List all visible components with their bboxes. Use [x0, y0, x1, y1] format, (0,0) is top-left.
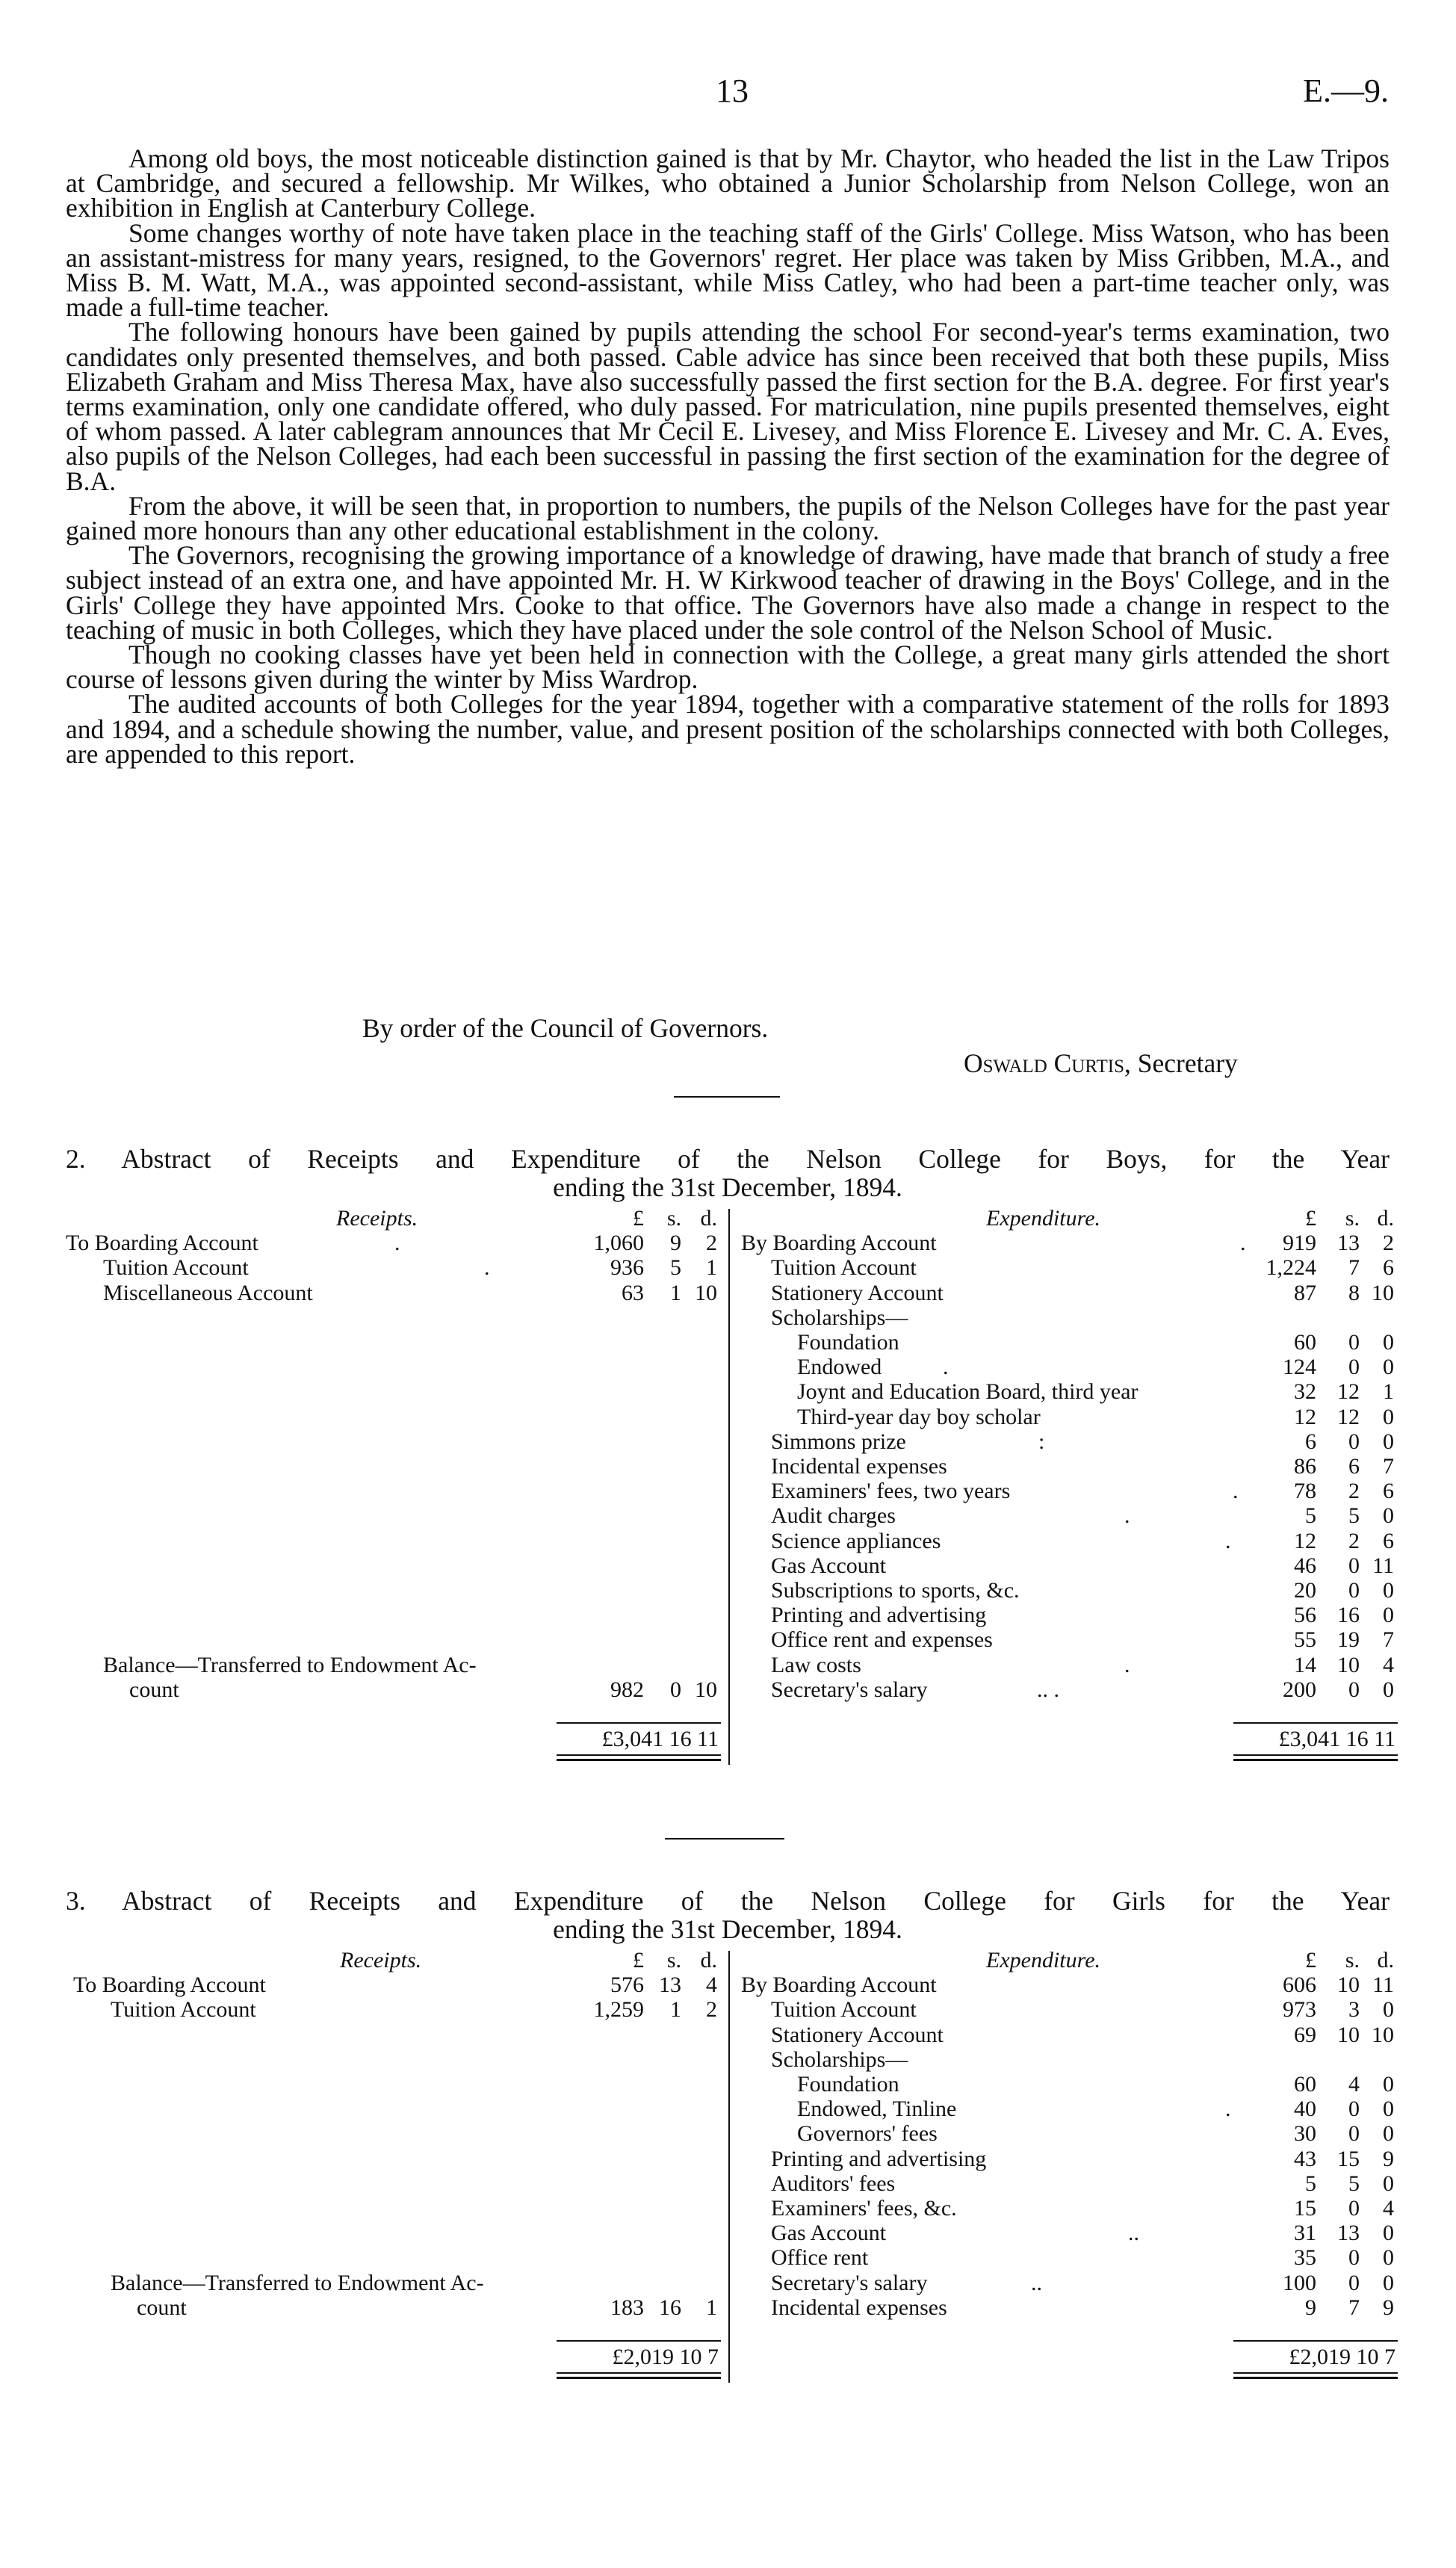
expenditure-amount-l: 56 [1294, 1603, 1316, 1628]
double-rule [557, 1759, 721, 1761]
expenditure-amount-d: 0 [1383, 1997, 1394, 2023]
expenditure-amount-s: 0 [1348, 2270, 1360, 2295]
expenditure-header: Expenditure. [986, 1948, 1101, 1973]
expenditure-amount-d: 0 [1383, 1404, 1394, 1429]
expenditure-amount-d: 0 [1383, 1677, 1394, 1702]
expenditure-amount-d: 6 [1383, 1255, 1394, 1281]
expenditure-label: Office rent [771, 2245, 869, 2271]
expenditure-label: Stationery Account [771, 1280, 944, 1305]
balance-amount-d: 1 [706, 2295, 717, 2320]
expenditure-amount-s: 0 [1348, 1553, 1360, 1578]
balance-label: count [137, 2295, 187, 2320]
expenditure-amount-s: 10 [1337, 2022, 1360, 2047]
leader-dot: . [1225, 1528, 1231, 1553]
expenditure-amount-l: 30 [1294, 2121, 1316, 2147]
expenditure-amount-d: 6 [1383, 1479, 1394, 1504]
expenditure-label: Examiners' fees, two years [771, 1479, 1011, 1504]
receipts-header: Receipts. [336, 1206, 418, 1231]
expenditure-amount-s: 0 [1348, 1578, 1360, 1603]
expenditure-amount-l: 60 [1294, 2072, 1316, 2097]
double-rule [1233, 1759, 1398, 1761]
expenditure-amount-d: 10 [1372, 1280, 1394, 1305]
currency-d-header: d. [1377, 1948, 1394, 1973]
expenditure-amount-l: 124 [1283, 1355, 1316, 1380]
paragraph: Among old boys, the most noticeable distinction gained is that by Mr. Chaytor, who headed the list in the Law Tripos at Cambridge, and secured a fellowship. Mr Wilkes, who obtained a Junior Scholarship from Nelson College, won an exhibition in English at Canterbury College. [66, 143, 1390, 223]
expenditure-label: Foundation [797, 2072, 899, 2097]
expenditure-amount-s: 13 [1337, 2221, 1360, 2246]
expenditure-label: Science appliances [771, 1528, 941, 1553]
expenditure-amount-s: 15 [1337, 2146, 1360, 2171]
expenditure-total: £2,019 10 7 [1289, 2345, 1395, 2370]
leader-dot: . [1225, 2097, 1231, 2122]
expenditure-amount-l: 43 [1294, 2146, 1316, 2171]
leader-dot: .. . [1037, 1677, 1059, 1702]
leader-dot: : [1038, 1429, 1045, 1454]
expenditure-label: Joynt and Education Board, third year [797, 1379, 1139, 1405]
receipt-amount-l: 63 [622, 1280, 644, 1305]
expenditure-amount-d: 0 [1383, 1355, 1394, 1380]
leader-dot: . [394, 1231, 400, 1256]
expenditure-amount-s: 13 [1337, 1231, 1360, 1256]
expenditure-amount-l: 60 [1294, 1330, 1316, 1355]
expenditure-amount-s: 12 [1337, 1379, 1360, 1405]
double-rule [1233, 2372, 1398, 2374]
balance-amount-l: 982 [610, 1677, 644, 1702]
expenditure-amount-l: 5 [1305, 1503, 1316, 1529]
expenditure-amount-s: 2 [1348, 1479, 1360, 1504]
expenditure-amount-l: 12 [1294, 1404, 1316, 1429]
expenditure-amount-d: 0 [1383, 2245, 1394, 2271]
expenditure-amount-l: 14 [1294, 1652, 1316, 1677]
receipt-amount-s: 1 [670, 1280, 681, 1305]
double-rule [1233, 2377, 1398, 2379]
expenditure-amount-d: 7 [1383, 1454, 1394, 1479]
expenditure-amount-s: 4 [1348, 2072, 1360, 2097]
girls-abstract-subtitle: ending the 31st December, 1894. [553, 1914, 902, 1944]
expenditure-amount-s: 10 [1337, 1973, 1360, 1998]
expenditure-label: Scholarships— [771, 1305, 908, 1330]
leader-dot: .. [1128, 2221, 1139, 2246]
expenditure-amount-l: 40 [1294, 2097, 1316, 2122]
paragraph: The audited accounts of both Colleges for the year 1894, together with a comparative statement of the rolls for 1893 and 1894, and a schedule showing the number, value, and present position of the scholarships connected with both Colleges, are appended to this report. [66, 689, 1390, 769]
expenditure-label: Law costs [771, 1652, 861, 1677]
expenditure-amount-s: 0 [1348, 1677, 1360, 1702]
currency-s-header: s. [1345, 1206, 1360, 1231]
expenditure-amount-s: 16 [1337, 1603, 1360, 1628]
expenditure-amount-d: 0 [1383, 2072, 1394, 2097]
expenditure-amount-l: 6 [1305, 1429, 1316, 1454]
expenditure-label: By Boarding Account [741, 1231, 937, 1256]
expenditure-label: Endowed [797, 1355, 882, 1380]
currency-l-header: £ [633, 1948, 644, 1973]
section-divider [665, 1838, 784, 1840]
expenditure-amount-l: 78 [1294, 1479, 1316, 1504]
expenditure-amount-s: 0 [1348, 1429, 1360, 1454]
total-rule [557, 1722, 721, 1724]
leader-dot: . [943, 1355, 949, 1380]
leader-dot: . [1233, 1479, 1239, 1504]
expenditure-amount-d: 0 [1383, 2221, 1394, 2246]
balance-amount-l: 183 [610, 2295, 644, 2320]
total-rule [557, 2340, 721, 2342]
receipts-total: £2,019 10 7 [612, 2345, 719, 2370]
expenditure-amount-s: 10 [1337, 1652, 1360, 1677]
expenditure-amount-l: 200 [1283, 1677, 1316, 1702]
expenditure-amount-d: 10 [1372, 2022, 1394, 2047]
expenditure-label: Tuition Account [771, 1997, 917, 2023]
double-rule [557, 2372, 721, 2374]
secretary-name: Oswald Curtis [964, 1048, 1125, 1078]
receipt-amount-s: 1 [670, 1997, 681, 2023]
receipt-amount-l: 936 [610, 1255, 644, 1281]
expenditure-amount-l: 9 [1305, 2295, 1316, 2320]
currency-s-header: s. [666, 1948, 681, 1973]
expenditure-label: Simmons prize [771, 1429, 906, 1454]
expenditure-label: Incidental expenses [771, 1454, 947, 1479]
expenditure-label: Secretary's salary [771, 1677, 928, 1702]
balance-label: Balance—Transferred to Endowment Ac- [103, 1652, 477, 1677]
expenditure-amount-l: 35 [1294, 2245, 1316, 2271]
expenditure-amount-d: 2 [1383, 1231, 1394, 1256]
receipt-label: To Boarding Account [73, 1973, 266, 1998]
paragraph: The following honours have been gained by pupils attending the school For second-year's terms examination, two candidates only presented themselves, and both passed. Cable advice has since been received that both these pupils, Miss Elizabeth Graham and Miss Theresa Max, have also successfully passed the first section for the B.A. degree. For first year's terms examination, only one candidate offered, who duly passed. For matriculation, nine pupils presented themselves, eight of whom passed. A later cablegram announces that Mr Cecil E. Livesey, and Miss Florence E. Livesey and Mr. C. A. Eves, also pupils of the Nelson Colleges, had each been successful in passing the first section of the examination for the degree of B.A. [66, 317, 1390, 496]
expenditure-amount-s: 0 [1348, 2121, 1360, 2147]
currency-d-header: d. [1377, 1206, 1394, 1231]
balance-label: count [129, 1677, 179, 1702]
balance-label: Balance—Transferred to Endowment Ac- [111, 2270, 484, 2295]
total-rule [1233, 2340, 1398, 2342]
column-divider [728, 1951, 730, 2383]
expenditure-amount-l: 5 [1305, 2171, 1316, 2196]
signoff-signature [964, 1048, 1238, 1079]
expenditure-amount-d: 11 [1372, 1973, 1394, 1998]
signoff-order: By order of the Council of Governors. [362, 1013, 769, 1043]
double-rule [557, 1754, 721, 1756]
currency-l-header: £ [633, 1206, 644, 1231]
expenditure-amount-d: 11 [1372, 1553, 1394, 1578]
expenditure-amount-s: 7 [1348, 2295, 1360, 2320]
leader-dot: . [1124, 1652, 1130, 1677]
expenditure-amount-d: 4 [1383, 2196, 1394, 2221]
expenditure-amount-l: 973 [1283, 1997, 1316, 2023]
expenditure-header: Expenditure. [986, 1206, 1101, 1231]
expenditure-label: Office rent and expenses [771, 1627, 993, 1653]
double-rule [1233, 1754, 1398, 1756]
balance-amount-d: 10 [695, 1677, 717, 1702]
currency-d-header: d. [700, 1206, 717, 1231]
section-divider [674, 1096, 780, 1098]
expenditure-label: Gas Account [771, 1553, 887, 1578]
boys-abstract-title: 2. Abstract of Receipts and Expenditure of the Nelson College for Boys, for the Year [66, 1144, 1390, 1174]
expenditure-amount-s: 19 [1337, 1627, 1360, 1653]
receipt-amount-s: 13 [659, 1973, 681, 1998]
expenditure-amount-d: 0 [1383, 2097, 1394, 2122]
receipt-amount-d: 2 [706, 1231, 717, 1256]
receipts-header: Receipts. [340, 1948, 422, 1973]
paragraph: Though no cooking classes have yet been held in connection with the College, a great many girls attended the short course of lessons given during the winter by Miss Wardrop. [66, 640, 1390, 695]
leader-dot: .. [1031, 2270, 1042, 2295]
expenditure-label: Subscriptions to sports, &c. [771, 1578, 1020, 1603]
expenditure-amount-l: 919 [1283, 1231, 1316, 1256]
expenditure-amount-l: 69 [1294, 2022, 1316, 2047]
expenditure-label: Secretary's salary [771, 2270, 928, 2295]
expenditure-amount-s: 0 [1348, 2245, 1360, 2271]
expenditure-amount-l: 606 [1283, 1973, 1316, 1998]
expenditure-amount-d: 4 [1383, 1652, 1394, 1677]
expenditure-amount-d: 9 [1383, 2146, 1394, 2171]
currency-l-header: £ [1305, 1206, 1316, 1231]
expenditure-amount-d: 0 [1383, 1503, 1394, 1529]
expenditure-amount-s: 0 [1348, 2196, 1360, 2221]
receipt-label: Tuition Account [103, 1255, 249, 1281]
girls-abstract-title: 3. Abstract of Receipts and Expenditure of the Nelson College for Girls for the Year [66, 1886, 1390, 1916]
currency-s-header: s. [1345, 1948, 1360, 1973]
expenditure-total: £3,041 16 11 [1278, 1727, 1395, 1752]
expenditure-label: Examiners' fees, &c. [771, 2196, 957, 2221]
expenditure-amount-s: 0 [1348, 1330, 1360, 1355]
expenditure-label: Gas Account [771, 2221, 887, 2246]
expenditure-label: Endowed, Tinline [797, 2097, 957, 2122]
expenditure-amount-d: 7 [1383, 1627, 1394, 1653]
receipt-amount-d: 10 [695, 1280, 717, 1305]
receipt-amount-s: 5 [670, 1255, 681, 1281]
expenditure-amount-d: 0 [1383, 1603, 1394, 1628]
expenditure-amount-d: 6 [1383, 1528, 1394, 1553]
paragraph: Some changes worthy of note have taken place in the teaching staff of the Girls' College. Miss Watson, who has been an assistant-mistress for many years, resigned, to the Governors' regret. Her place was taken by Miss Gribben, M.A., and Miss B. M. Watt, M.A., was appointed second-assistant, while Miss Catley, who had been a part-time teacher only, was made a full-time teacher. [66, 217, 1390, 323]
expenditure-amount-l: 100 [1283, 2270, 1316, 2295]
leader-dot: . [1240, 1231, 1246, 1256]
boys-abstract-subtitle: ending the 31st December, 1894. [553, 1172, 902, 1202]
expenditure-label: By Boarding Account [741, 1973, 937, 1998]
double-rule [557, 2377, 721, 2379]
expenditure-amount-l: 32 [1294, 1379, 1316, 1405]
expenditure-label: Governors' fees [797, 2121, 938, 2147]
expenditure-amount-s: 5 [1348, 2171, 1360, 2196]
leader-dot: . [484, 1255, 490, 1281]
balance-amount-s: 0 [670, 1677, 681, 1702]
report-body [66, 143, 1390, 769]
expenditure-amount-s: 0 [1348, 1355, 1360, 1380]
expenditure-amount-l: 1,224 [1266, 1255, 1316, 1281]
expenditure-amount-s: 8 [1348, 1280, 1360, 1305]
currency-l-header: £ [1305, 1948, 1316, 1973]
expenditure-amount-l: 55 [1294, 1627, 1316, 1653]
expenditure-amount-s: 0 [1348, 2097, 1360, 2122]
receipt-label: To Boarding Account [66, 1231, 258, 1256]
expenditure-label: Foundation [797, 1330, 899, 1355]
expenditure-amount-d: 0 [1383, 1330, 1394, 1355]
expenditure-amount-d: 0 [1383, 2270, 1394, 2295]
expenditure-amount-d: 1 [1383, 1379, 1394, 1405]
expenditure-label: Incidental expenses [771, 2295, 947, 2320]
currency-s-header: s. [666, 1206, 681, 1231]
receipt-amount-d: 4 [706, 1973, 717, 1998]
expenditure-amount-s: 7 [1348, 1255, 1360, 1281]
expenditure-amount-d: 0 [1383, 1578, 1394, 1603]
receipt-amount-l: 576 [610, 1973, 644, 1998]
expenditure-amount-l: 87 [1294, 1280, 1316, 1305]
expenditure-amount-d: 0 [1383, 2171, 1394, 2196]
expenditure-amount-l: 46 [1294, 1553, 1316, 1578]
expenditure-label: Third-year day boy scholar [797, 1404, 1041, 1429]
expenditure-amount-l: 86 [1294, 1454, 1316, 1479]
leader-dot: . [1124, 1503, 1130, 1529]
expenditure-amount-d: 9 [1383, 2295, 1394, 2320]
expenditure-label: Audit charges [771, 1503, 896, 1529]
expenditure-amount-l: 31 [1294, 2221, 1316, 2246]
paragraph: From the above, it will be seen that, in proportion to numbers, the pupils of the Nelson Colleges have for the past year gained more honours than any other educational establishment in the colony. [66, 490, 1390, 546]
page-reference: E.—9. [1303, 72, 1389, 109]
secretary-role: , Secretary [1124, 1048, 1238, 1078]
expenditure-amount-l: 20 [1294, 1578, 1316, 1603]
expenditure-label: Stationery Account [771, 2022, 944, 2047]
expenditure-amount-l: 15 [1294, 2196, 1316, 2221]
page-number: 13 [716, 72, 749, 109]
expenditure-amount-l: 12 [1294, 1528, 1316, 1553]
expenditure-label: Scholarships— [771, 2046, 908, 2072]
expenditure-amount-s: 6 [1348, 1454, 1360, 1479]
expenditure-amount-s: 2 [1348, 1528, 1360, 1553]
expenditure-amount-s: 3 [1348, 1997, 1360, 2023]
expenditure-label: Printing and advertising [771, 2146, 987, 2171]
receipt-amount-l: 1,060 [593, 1231, 644, 1256]
receipt-amount-d: 1 [706, 1255, 717, 1281]
receipts-total: £3,041 16 11 [601, 1727, 719, 1752]
total-rule [1233, 1722, 1398, 1724]
receipt-amount-s: 9 [670, 1231, 681, 1256]
column-divider [728, 1209, 730, 1765]
receipt-amount-d: 2 [706, 1997, 717, 2023]
expenditure-label: Tuition Account [771, 1255, 917, 1281]
expenditure-amount-d: 0 [1383, 1429, 1394, 1454]
expenditure-label: Auditors' fees [771, 2171, 896, 2196]
expenditure-amount-s: 12 [1337, 1404, 1360, 1429]
receipt-label: Tuition Account [111, 1997, 256, 2023]
balance-amount-s: 16 [659, 2295, 681, 2320]
currency-d-header: d. [700, 1948, 717, 1973]
receipt-amount-l: 1,259 [593, 1997, 644, 2023]
expenditure-label: Printing and advertising [771, 1603, 987, 1628]
expenditure-amount-d: 0 [1383, 2121, 1394, 2147]
paragraph: The Governors, recognising the growing importance of a knowledge of drawing, have made that branch of study a free subject instead of an extra one, and have appointed Mr. H. W Kirkwood teacher of drawing in the Boys' College, and in the Girls' College they have appointed Mrs. Cooke to that office. The Governors have also made a change in respect to the teaching of music in both Colleges, which they have placed under the sole control of the Nelson School of Music. [66, 540, 1390, 645]
receipt-label: Miscellaneous Account [103, 1280, 313, 1305]
expenditure-amount-s: 5 [1348, 1503, 1360, 1529]
